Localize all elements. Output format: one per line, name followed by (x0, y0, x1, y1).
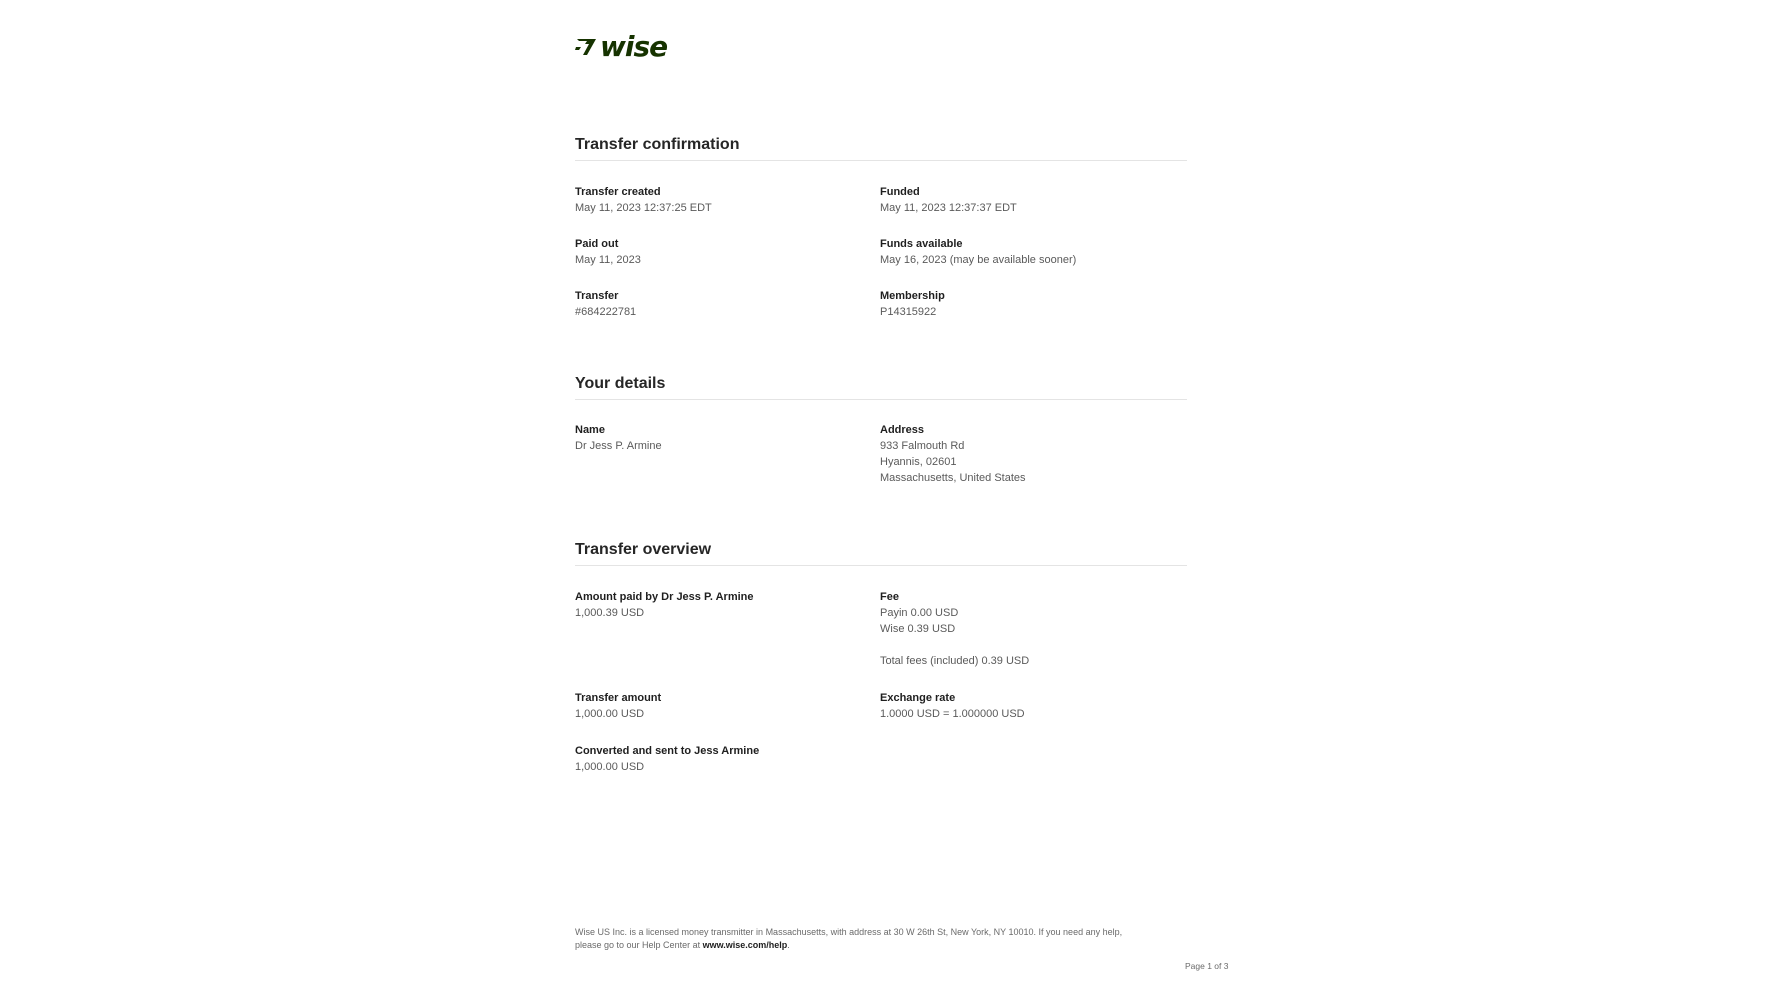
transfer-id-label: Transfer (575, 290, 619, 302)
footer-line-1: Wise US Inc. is a licensed money transmitter in Massachusetts, with address at 30 W 26th St, New York, NY 10010. If you need any help, (575, 927, 1123, 937)
funded-label: Funded (880, 186, 920, 198)
transfer-amount-label: Transfer amount (575, 692, 662, 704)
field-paid-out (575, 236, 875, 268)
exchange-rate-value: 1.0000 USD = 1.000000 USD (880, 708, 1025, 720)
footer-help-text: please go to our Help Center at (575, 940, 701, 950)
page-number: Page 1 of 3 (1185, 961, 1229, 971)
address-line: 933 Falmouth Rd (880, 440, 965, 452)
field-converted (575, 743, 875, 775)
footer-disclaimer (575, 926, 1195, 952)
fee-wise: Wise 0.39 USD (880, 623, 956, 635)
address-line: Massachusetts, United States (880, 472, 1026, 484)
help-center-link[interactable]: www.wise.com/help (702, 940, 788, 950)
funded-value: May 11, 2023 12:37:37 EDT (880, 202, 1017, 214)
name-value: Dr Jess P. Armine (575, 440, 662, 452)
field-membership (880, 288, 1180, 320)
transfer-created-label: Transfer created (575, 186, 661, 198)
transfer-overview-section (575, 541, 1187, 781)
fee-label: Fee (880, 591, 899, 603)
field-fee (880, 589, 1180, 669)
field-transfer-created (575, 184, 875, 216)
funds-available-value: May 16, 2023 (may be available sooner) (880, 254, 1077, 266)
fee-total: Total fees (included) 0.39 USD (880, 655, 1030, 667)
fee-spacer (880, 637, 1180, 653)
transfer-confirmation-section (575, 136, 1187, 316)
section-title-your-details: Your details (575, 375, 1187, 400)
name-label: Name (575, 424, 605, 436)
funds-available-label: Funds available (880, 238, 963, 250)
amount-paid-value: 1,000.39 USD (575, 607, 645, 619)
paid-out-value: May 11, 2023 (575, 254, 641, 266)
section-title-transfer-confirmation: Transfer confirmation (575, 136, 1187, 161)
field-transfer-amount (575, 690, 875, 722)
address-line: Hyannis, 02601 (880, 456, 957, 468)
membership-label: Membership (880, 290, 945, 302)
fee-payin: Payin 0.00 USD (880, 607, 959, 619)
converted-value: 1,000.00 USD (575, 761, 645, 773)
field-transfer-id (575, 288, 875, 320)
section-title-transfer-overview: Transfer overview (575, 541, 1187, 566)
footer-line-2 (575, 939, 1195, 952)
footer-period: . (787, 940, 790, 950)
field-exchange-rate (880, 690, 1180, 722)
transfer-amount-value: 1,000.00 USD (575, 708, 645, 720)
your-details-section (575, 375, 1187, 495)
field-funds-available (880, 236, 1180, 268)
field-amount-paid (575, 589, 875, 621)
address-label: Address (880, 424, 925, 436)
exchange-rate-label: Exchange rate (880, 692, 956, 704)
paid-out-label: Paid out (575, 238, 619, 250)
field-name (575, 422, 875, 454)
field-funded (880, 184, 1180, 216)
wise-flag-icon (575, 36, 597, 58)
field-address (880, 422, 1180, 486)
wise-wordmark: wise (600, 30, 668, 63)
wise-logo (575, 30, 668, 63)
transfer-created-value: May 11, 2023 12:37:25 EDT (575, 202, 712, 214)
amount-paid-label: Amount paid by Dr Jess P. Armine (575, 591, 754, 603)
membership-value: P14315922 (880, 306, 937, 318)
transfer-id-value: #684222781 (575, 306, 637, 318)
converted-label: Converted and sent to Jess Armine (575, 745, 760, 757)
